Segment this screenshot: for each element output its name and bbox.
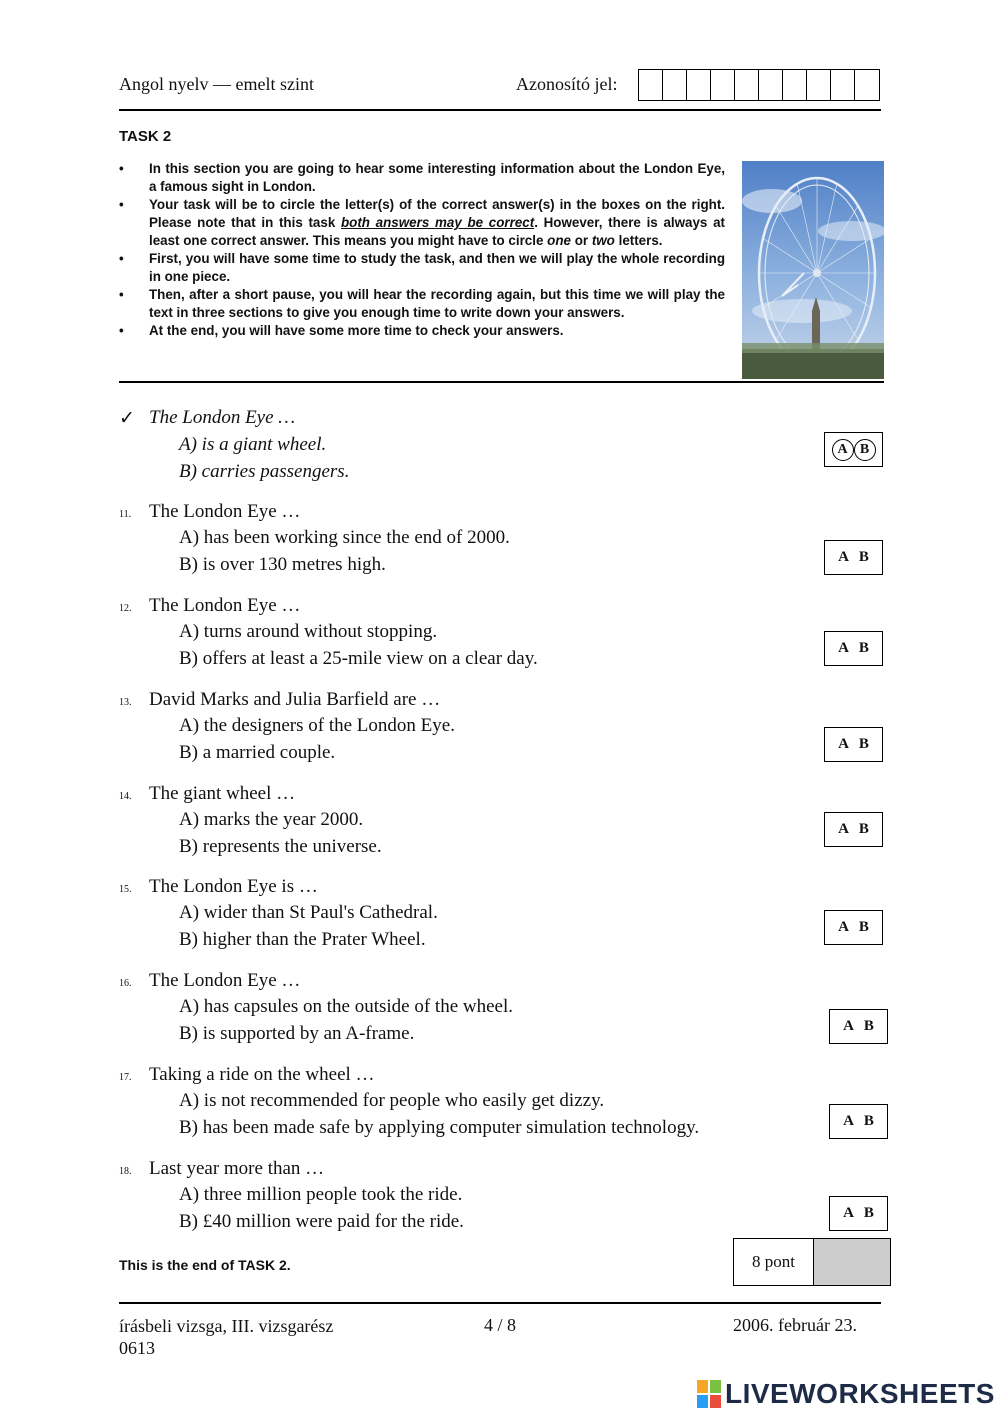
option-a: A) is not recommended for people who easily get dizzy.	[179, 1090, 605, 1111]
example-option-b: B) carries passengers.	[179, 461, 350, 482]
answer-letter-b[interactable]: B	[858, 549, 869, 565]
id-digit-box[interactable]	[687, 70, 711, 100]
id-digit-box[interactable]	[783, 70, 807, 100]
option-a: A) the designers of the London Eye.	[179, 715, 455, 736]
option-b: B) is over 130 metres high.	[179, 554, 386, 575]
question-number: 18.	[119, 1166, 132, 1177]
example-option-a: A) is a giant wheel.	[179, 434, 327, 455]
task-title: TASK 2	[119, 128, 172, 145]
answer-letter-b[interactable]: B	[858, 736, 869, 752]
header-rule	[119, 109, 881, 111]
question-stem: David Marks and Julia Barfield are …	[149, 689, 441, 710]
option-a: A) has capsules on the outside of the wheel.	[179, 996, 513, 1017]
option-a: A) three million people took the ride.	[179, 1184, 463, 1205]
answer-letter-a[interactable]: A	[838, 549, 849, 565]
answer-box-18[interactable]	[829, 1196, 888, 1231]
liveworksheets-logo-icon	[697, 1380, 721, 1408]
answer-box-12[interactable]	[824, 631, 883, 666]
candidate-id-boxes[interactable]	[638, 69, 880, 101]
question-number: 11.	[119, 509, 132, 520]
circled-answer-b: B	[854, 439, 876, 461]
example-answer-box	[824, 432, 883, 467]
footer-page-number: 4 / 8	[484, 1315, 517, 1335]
circled-answer-a: A	[832, 439, 854, 461]
question-number: 16.	[119, 978, 132, 989]
option-a: A) turns around without stopping.	[179, 621, 438, 642]
end-of-task-text: This is the end of TASK 2.	[119, 1257, 291, 1273]
header-subject: Angol nyelv — emelt szint	[119, 74, 314, 94]
id-digit-box[interactable]	[759, 70, 783, 100]
answer-box-16[interactable]	[829, 1009, 888, 1044]
score-label: 8 pont	[734, 1239, 814, 1285]
question-number: 12.	[119, 603, 132, 614]
instructions-rule	[119, 381, 884, 383]
footer-exam-name: írásbeli vizsga, III. vizsgarész	[119, 1316, 334, 1336]
answer-letter-b[interactable]: B	[863, 1018, 874, 1034]
answer-letter-a[interactable]: A	[843, 1205, 854, 1221]
london-eye-photo	[742, 161, 884, 379]
answer-letter-a[interactable]: A	[838, 821, 849, 837]
score-field[interactable]	[814, 1239, 890, 1285]
question-stem: The London Eye …	[149, 595, 301, 616]
option-b: B) offers at least a 25-mile view on a clear day.	[179, 648, 538, 669]
footer-date: 2006. február 23.	[733, 1315, 857, 1335]
instruction-item: • In this section you are going to hear some interesting information about the London Eye, a famous sight in London.	[119, 160, 725, 196]
id-digit-box[interactable]	[663, 70, 687, 100]
question-stem: Taking a ride on the wheel …	[149, 1064, 375, 1085]
answer-letter-b[interactable]: B	[858, 640, 869, 656]
question-number: 13.	[119, 697, 132, 708]
answer-letter-a[interactable]: A	[838, 640, 849, 656]
instruction-item: • Then, after a short pause, you will hear the recording again, but this time we will play the text in three sections to give you enough time to write down your answers.	[119, 286, 725, 322]
answer-letter-a[interactable]: A	[838, 736, 849, 752]
answer-letter-a[interactable]: A	[843, 1113, 854, 1129]
footer-rule	[119, 1302, 881, 1304]
instruction-item: • Your task will be to circle the letter(s) of the correct answer(s) in the boxes on the right. Please note that in this task both answers may be correct. However, there is always at least one correct answer. This means you might have to circle one or two letters.	[119, 196, 725, 250]
answer-box-14[interactable]	[824, 812, 883, 847]
answer-box-13[interactable]	[824, 727, 883, 762]
example-stem: The London Eye …	[149, 407, 296, 428]
id-digit-box[interactable]	[711, 70, 735, 100]
instruction-item: • At the end, you will have some more time to check your answers.	[119, 322, 725, 340]
instruction-item: • First, you will have some time to study the task, and then we will play the whole recording in one piece.	[119, 250, 725, 286]
question-stem: Last year more than …	[149, 1158, 325, 1179]
emphasis-text: both answers may be correct	[340, 215, 535, 230]
liveworksheets-watermark	[697, 1378, 995, 1410]
id-digit-box[interactable]	[639, 70, 663, 100]
option-b: B) represents the universe.	[179, 836, 382, 857]
option-b: B) a married couple.	[179, 742, 336, 763]
footer-code: 0613	[119, 1338, 155, 1358]
option-a: A) has been working since the end of 2000.	[179, 527, 510, 548]
question-stem: The giant wheel …	[149, 783, 296, 804]
answer-letter-b[interactable]: B	[858, 821, 869, 837]
answer-letter-b[interactable]: B	[863, 1205, 874, 1221]
option-a: A) wider than St Paul's Cathedral.	[179, 902, 438, 923]
question-number: 14.	[119, 791, 132, 802]
question-number: 17.	[119, 1072, 132, 1083]
option-b: B) is supported by an A-frame.	[179, 1023, 415, 1044]
answer-letter-a[interactable]: A	[843, 1018, 854, 1034]
header-id-label: Azonosító jel:	[516, 74, 618, 94]
answer-box-17[interactable]	[829, 1104, 888, 1139]
answer-box-11[interactable]	[824, 540, 883, 575]
example-check-mark: ✓	[119, 408, 135, 429]
footer-exam-info	[119, 1315, 333, 1359]
id-digit-box[interactable]	[735, 70, 759, 100]
id-digit-box[interactable]	[831, 70, 855, 100]
question-stem: The London Eye …	[149, 970, 301, 991]
answer-letter-b[interactable]: B	[863, 1113, 874, 1129]
question-stem: The London Eye is …	[149, 876, 318, 897]
instructions-list	[119, 160, 725, 340]
option-b: B) higher than the Prater Wheel.	[179, 929, 426, 950]
answer-letter-a[interactable]: A	[838, 919, 849, 935]
question-stem: The London Eye …	[149, 501, 301, 522]
answer-box-15[interactable]	[824, 910, 883, 945]
question-number: 15.	[119, 884, 132, 895]
watermark-text: LIVEWORKSHEETS	[725, 1378, 995, 1409]
option-a: A) marks the year 2000.	[179, 809, 364, 830]
id-digit-box[interactable]	[855, 70, 879, 100]
score-box	[733, 1238, 891, 1286]
option-b: B) has been made safe by applying computer simulation technology.	[179, 1117, 700, 1138]
id-digit-box[interactable]	[807, 70, 831, 100]
option-b: B) £40 million were paid for the ride.	[179, 1211, 464, 1232]
answer-letter-b[interactable]: B	[858, 919, 869, 935]
